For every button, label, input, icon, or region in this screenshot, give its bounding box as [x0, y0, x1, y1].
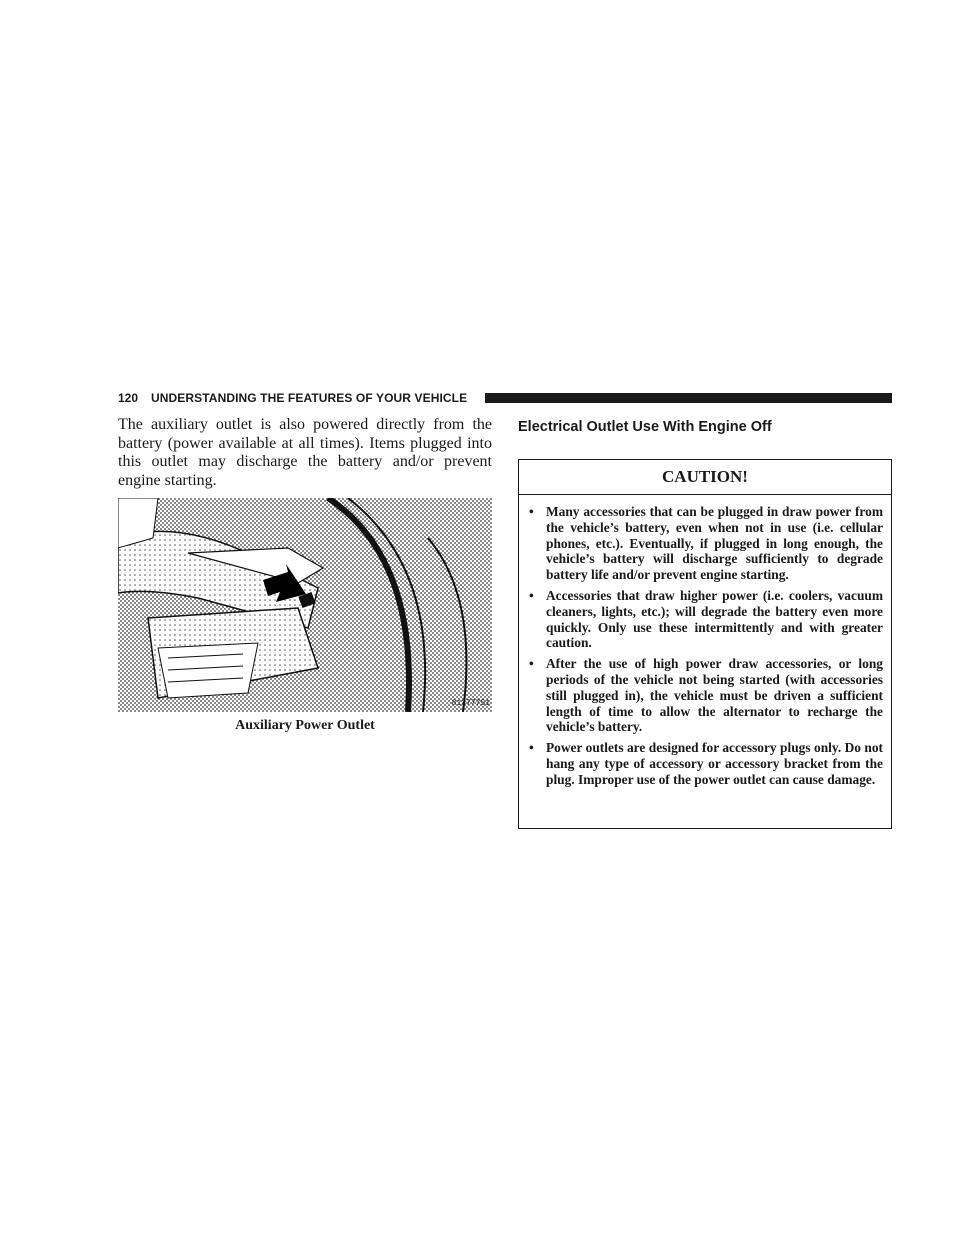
auxiliary-power-outlet-figure	[118, 498, 492, 712]
caution-box	[518, 459, 892, 829]
figure-caption: Auxiliary Power Outlet	[235, 718, 375, 733]
list-item	[528, 588, 883, 651]
figure-code: 81377751	[451, 699, 490, 708]
left-column	[118, 416, 492, 490]
list-item	[528, 740, 883, 787]
page-number: 120	[118, 391, 139, 405]
list-item	[528, 656, 883, 735]
bullet-icon: •	[529, 587, 534, 603]
section-title: UNDERSTANDING THE FEATURES OF YOUR VEHICLE	[151, 391, 468, 405]
caution-list	[519, 495, 891, 788]
section-heading: Electrical Outlet Use With Engine Off	[518, 419, 772, 435]
bullet-icon: •	[529, 740, 534, 756]
caution-item-text: Many accessories that can be plugged in draw power from the vehicle’s battery, even when not in use (i.e. cellular phones, etc.). Eventually, if plugged in long enough, the vehicle’s battery will discharge sufficiently to degrade battery life and/or prevent engine starting.	[546, 504, 883, 583]
caution-title: CAUTION!	[519, 460, 891, 495]
caution-item-text: Power outlets are designed for accessory plugs only. Do not hang any type of accessory or accessory bracket from the plug. Improper use of the power outlet can cause damage.	[546, 740, 883, 787]
bullet-icon: •	[529, 504, 534, 519]
caution-item-text: Accessories that draw higher power (i.e. coolers, vacuum cleaners, lights, etc.); will degrade the battery even more quickly. Only use these intermittently and with greater caution.	[546, 587, 883, 651]
intro-paragraph: The auxiliary outlet is also powered directly from the battery (power available at all times). Items plugged into this outlet may discharge the battery and/or prevent engine starting.	[118, 416, 492, 489]
page-header	[118, 390, 892, 406]
auxiliary-power-outlet-illustration-icon	[118, 498, 492, 712]
caution-item-text: After the use of high power draw accessories, or long periods of the vehicle not being started (with accessories still plugged in), the vehicle must be driven a sufficient length of time to allow the alternator to recharge the vehicle’s battery.	[546, 656, 883, 735]
header-rule	[485, 393, 892, 403]
list-item	[528, 504, 883, 583]
bullet-icon: •	[529, 656, 534, 672]
